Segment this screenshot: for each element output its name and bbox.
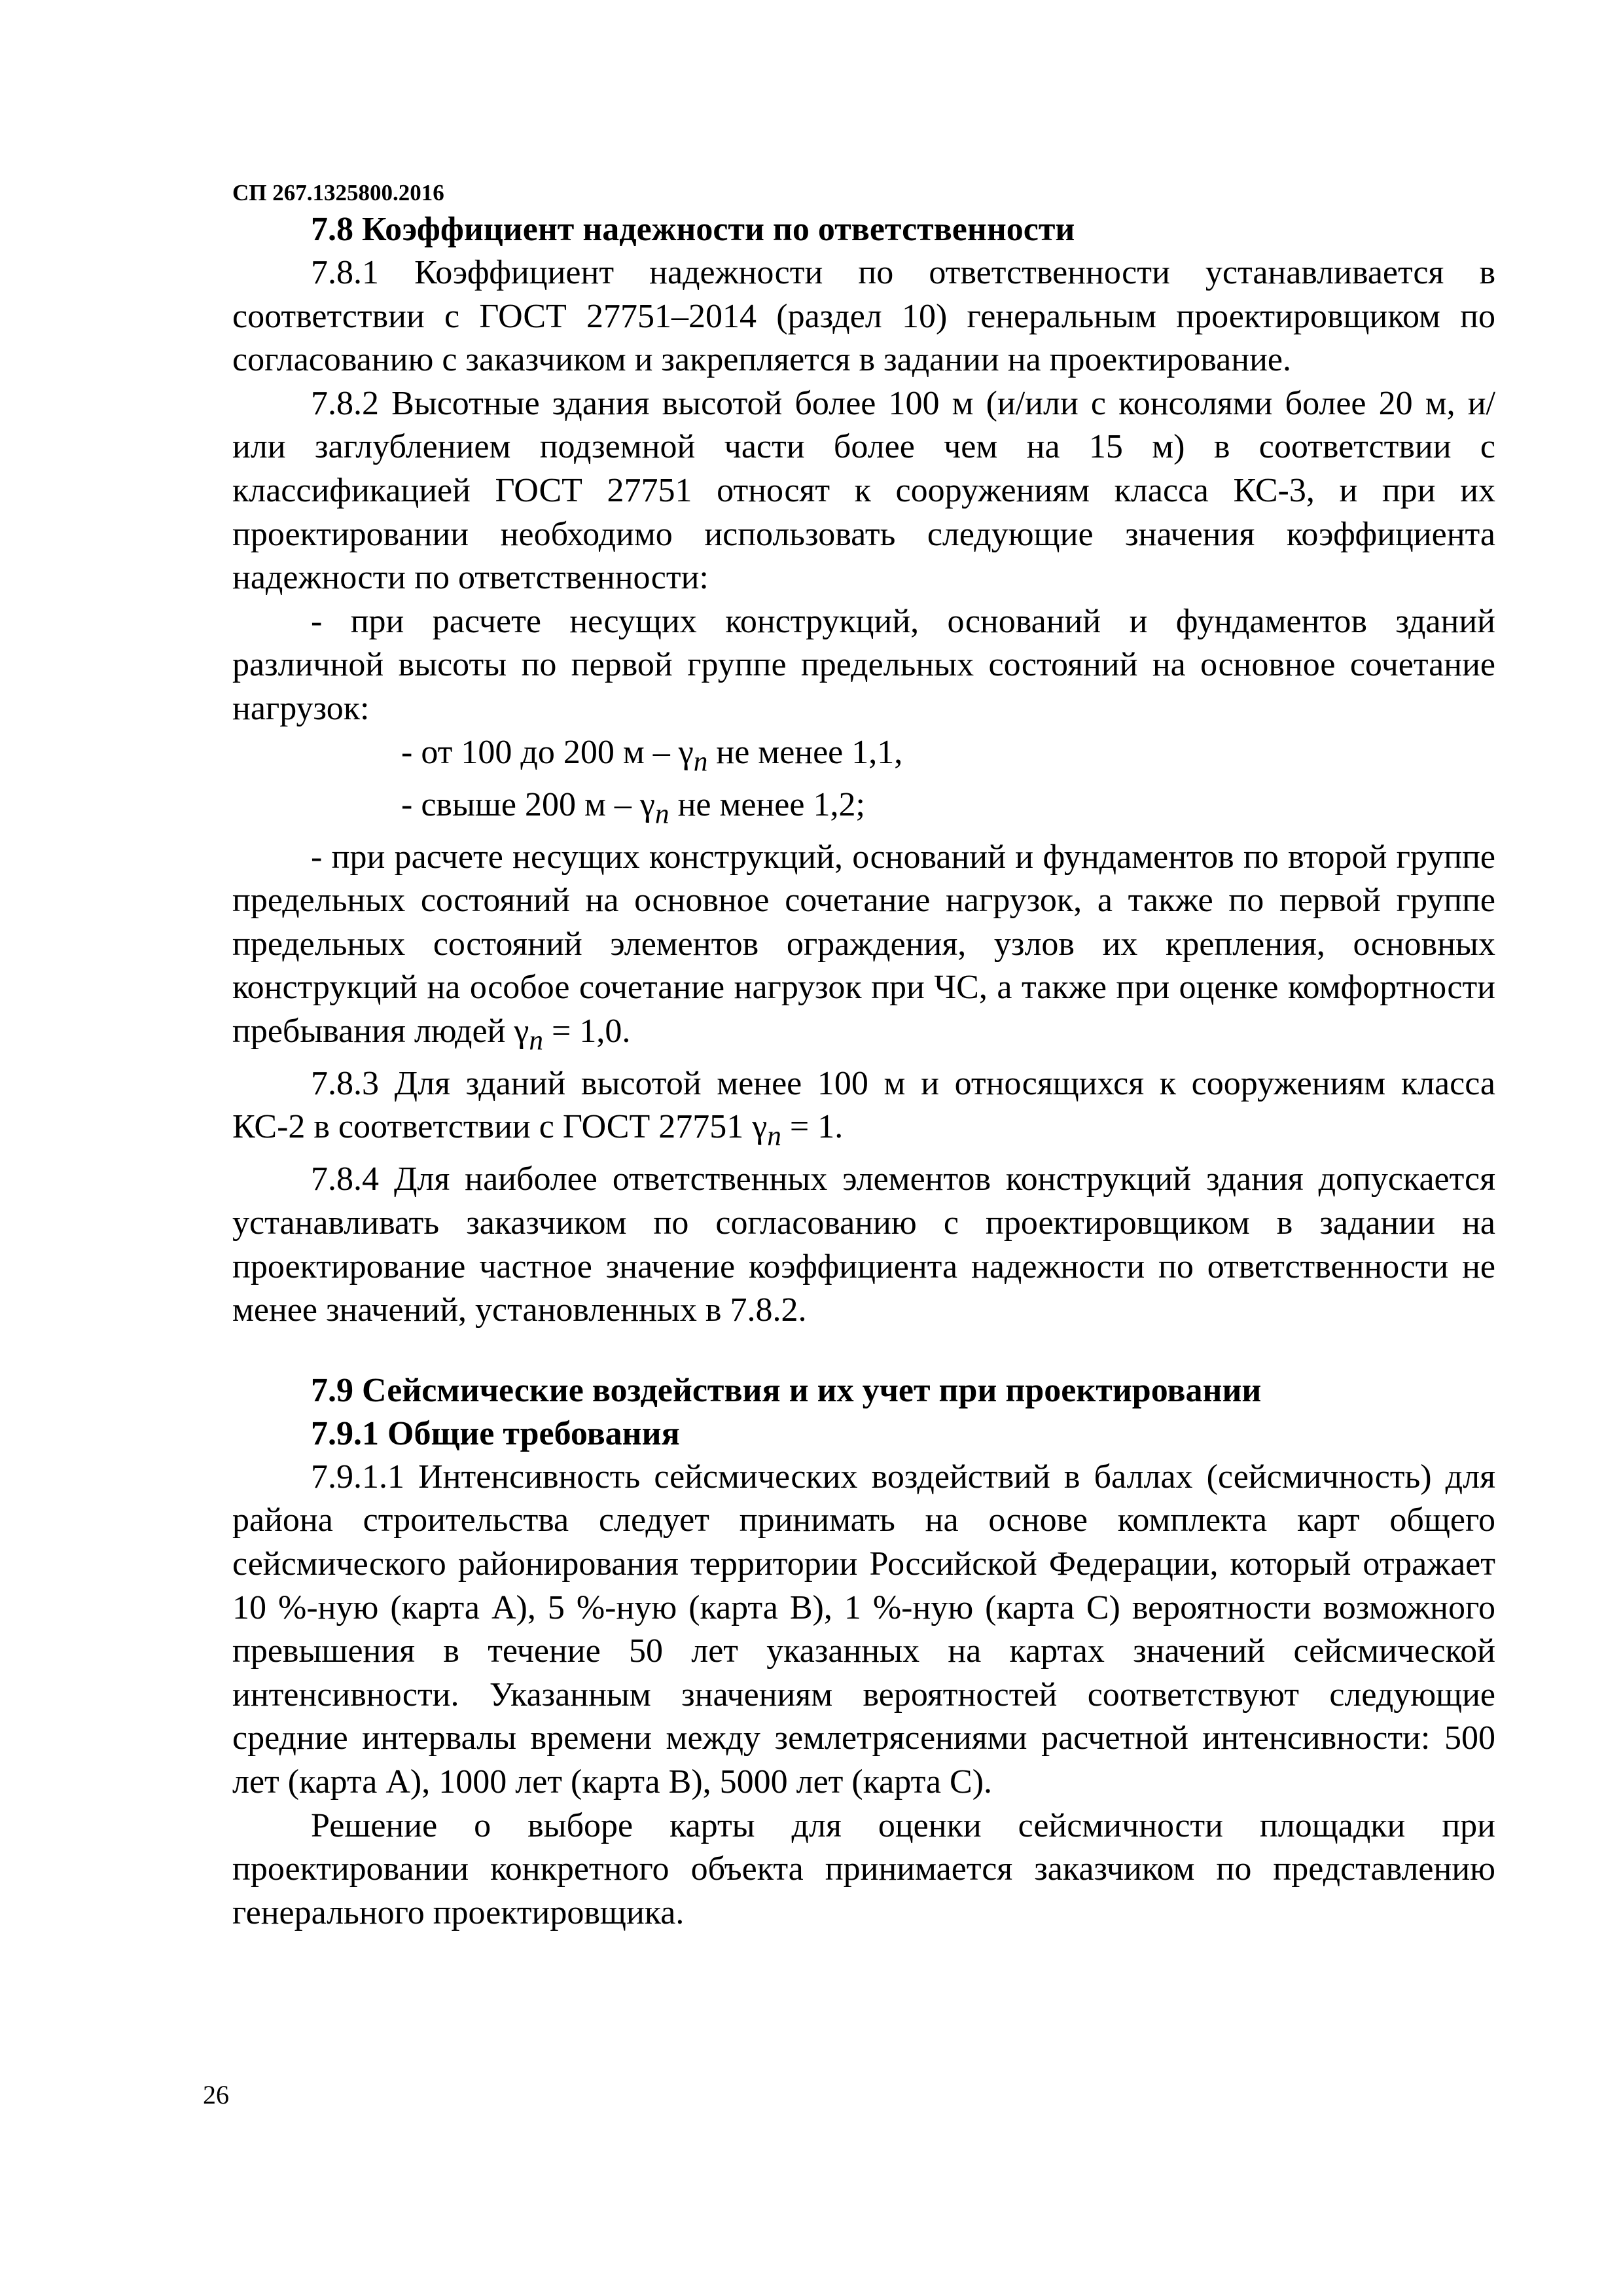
sub-item-100-200-text: - от 100 до 200 м – γ xyxy=(401,733,694,771)
sub-item-100-200 xyxy=(232,731,1495,783)
paragraph-7-8-3 xyxy=(232,1062,1495,1158)
paragraph-7-8-2: 7.8.2 Высотные здания высотой более 100 м (и/или с консолями более 20 м, и/или заглублением подземной части более чем на 15 м) в соответствии с классификацией ГОСТ 27751 относят к сооружениям класса КС-3, и при их проектировании необходимо использовать следующие значения коэффициента надежности по ответственности: xyxy=(232,384,1495,597)
paragraph-7-8-3-text: 7.8.3 Для зданий высотой менее 100 м и относящихся к сооружениям класса КС-2 в соответствии с ГОСТ 27751 γ xyxy=(232,1064,1495,1146)
paragraph-map-choice: Решение о выборе карты для оценки сейсмичности площадки при проектировании конкретного объекта принимается заказчиком по представлению генерального проектировщика. xyxy=(232,1806,1495,1931)
section-spacer xyxy=(232,1333,1495,1369)
list-item-second-group xyxy=(232,836,1495,1062)
paragraph-7-8-1: 7.8.1 Коэффициент надежности по ответственности устанавливается в соответствии с ГОСТ 27751–2014 (раздел 10) генеральным проектировщиком по согласованию с заказчиком и закрепляется в задании на проектирование. xyxy=(232,254,1495,379)
list-item-first-group: - при расчете несущих конструкций, оснований и фундаментов зданий различной высоты по первой группе предельных состояний на основное сочетание нагрузок: xyxy=(232,602,1495,727)
section-7-8-heading: 7.8 Коэффициент надежности по ответственности xyxy=(311,211,1075,248)
paragraph-7-8-3-value: = 1. xyxy=(781,1108,844,1146)
section-7-9-heading: 7.9 Сейсмические воздействия и их учет при проектировании xyxy=(311,1371,1262,1409)
sub-item-over-200 xyxy=(232,783,1495,836)
list-item-second-group-text: - при расчете несущих конструкций, оснований и фундаментов по второй группе предельных состояний на основное сочетание нагрузок, а также по первой группе предельных состояний элементов ограждения, узлов их крепления, основных конструкций на особое сочетание нагрузок при ЧС, а также при оценке комфортности пребывания людей γ xyxy=(232,838,1495,1050)
document-page xyxy=(232,178,1495,1935)
sub-item-over-200-value: не менее 1,2; xyxy=(669,785,865,823)
list-item-second-group-value: = 1,0. xyxy=(543,1012,631,1050)
sub-item-over-200-text: - свыше 200 м – γ xyxy=(401,785,655,823)
paragraph-7-8-4: 7.8.4 Для наиболее ответственных элементов конструкций здания допускается устанавливать заказчиком по согласованию с проектировщиком в задании на проектирование частное значение коэффициента надежности по ответственности не менее значений, установленных в 7.8.2. xyxy=(232,1160,1495,1329)
gamma-n-subscript: n xyxy=(767,1120,781,1152)
document-code: СП 267.1325800.2016 xyxy=(232,180,444,206)
page-number: 26 xyxy=(203,2080,229,2109)
gamma-n-subscript: n xyxy=(693,745,708,777)
gamma-n-subscript: n xyxy=(529,1024,543,1056)
sub-item-100-200-value: не менее 1,1, xyxy=(707,733,903,771)
section-7-9-1-heading: 7.9.1 Общие требования xyxy=(311,1414,680,1452)
paragraph-7-9-1-1: 7.9.1.1 Интенсивность сейсмических воздействий в баллах (сейсмичность) для района строительства следует принимать на основе комплекта карт общего сейсмического районирования территории Российской Федерации, который отражает 10 %-ную (карта А), 5 %-ную (карта В), 1 %-ную (карта С) вероятности возможного превышения в течение 50 лет указанных на картах значений сейсмической интенсивности. Указанным значениям вероятностей соответствуют следующие средние интервалы времени между землетрясениями расчетной интенсивности: 500 лет (карта А), 1000 лет (карта В), 5000 лет (карта С). xyxy=(232,1458,1495,1801)
gamma-n-subscript: n xyxy=(654,797,669,829)
